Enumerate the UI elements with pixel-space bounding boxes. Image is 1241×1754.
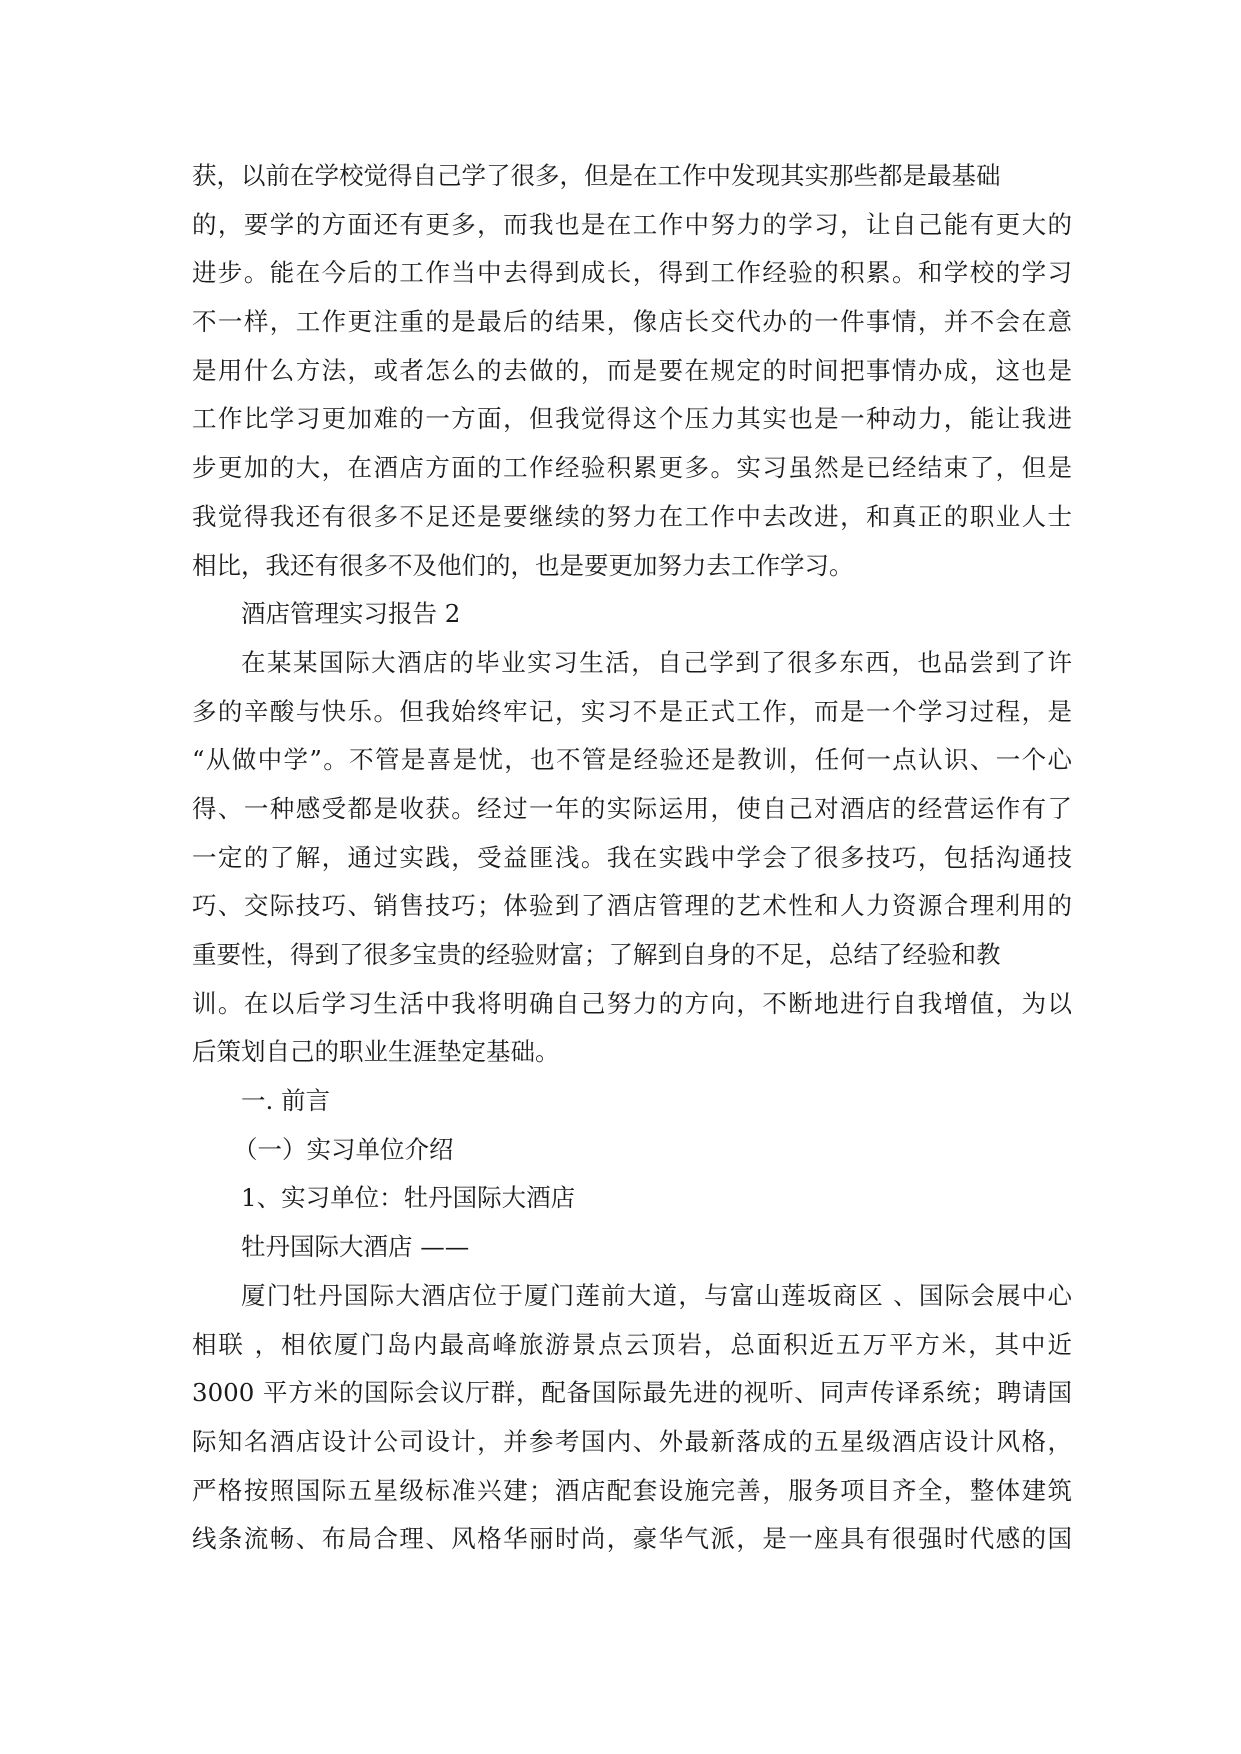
text-line: 训。在以后学习生活中我将明确自己努力的方向，不断地进行自我增值，为以 [192,988,1072,1018]
text-line: 相联 ，相依厦门岛内最高峰旅游景点云顶岩，总面积近五万平方米，其中近 [192,1329,1072,1359]
text-line: 线条流畅、布局合理、风格华丽时尚，豪华气派，是一座具有很强时代感的国 [192,1524,1072,1554]
text-line: 一定的了解，通过实践，受益匪浅。我在实践中学会了很多技巧，包括沟通技 [192,842,1072,872]
text-line: （一）实习单位介绍 [233,1134,454,1164]
text-line: 步更加的大，在酒店方面的工作经验积累更多。实习虽然是已经结束了，但是 [192,453,1072,483]
text-line: 获，以前在学校觉得自己学了很多，但是在工作中发现其实那些都是最基础 [192,161,1001,190]
text-line: 相比，我还有很多不及他们的，也是要更加努力去工作学习。 [192,550,854,580]
text-line: 厦门牡丹国际大酒店位于厦门莲前大道，与富山莲坂商区 、国际会展中心 [241,1280,1072,1310]
text-line: 后策划自己的职业生涯垫定基础。 [192,1037,560,1067]
text-line: 工作比学习更加难的一方面，但我觉得这个压力其实也是一种动力，能让我进 [192,404,1072,434]
text-line: 在某某国际大酒店的毕业实习生活，自己学到了很多东西，也品尝到了许 [241,647,1072,677]
text-line: 进步。能在今后的工作当中去得到成长，得到工作经验的积累。和学校的学习 [192,258,1072,288]
text-line: 一. 前言 [241,1086,331,1116]
document-body [192,158,1072,1570]
text-line: 3000 平方米的国际会议厅群，配备国际最先进的视听、同声传译系统；聘请国 [192,1378,1072,1408]
text-line: 是用什么方法，或者怎么的去做的，而是要在规定的时间把事情办成，这也是 [192,355,1072,385]
text-line: 不一样，工作更注重的是最后的结果，像店长交代办的一件事情，并不会在意 [192,307,1072,337]
text-line: 的，要学的方面还有更多，而我也是在工作中努力的学习，让自己能有更大的 [192,209,1072,239]
text-line: 1、实习单位：牡丹国际大酒店 [241,1183,576,1213]
text-line: 重要性，得到了很多宝贵的经验财富；了解到自身的不足，总结了经验和教 [192,940,1001,969]
text-line: “从做中学”。不管是喜是忧，也不管是经验还是教训，任何一点认识、一个心 [192,745,1072,775]
text-line: 酒店管理实习报告 2 [241,599,461,629]
text-line: 巧、交际技巧、销售技巧；体验到了酒店管理的艺术性和人力资源合理利用的 [192,891,1072,921]
text-line: 严格按照国际五星级标准兴建；酒店配套设施完善，服务项目齐全，整体建筑 [192,1475,1072,1505]
text-line: 得、一种感受都是收获。经过一年的实际运用，使自己对酒店的经营运作有了 [192,793,1072,823]
text-line: 多的辛酸与快乐。但我始终牢记，实习不是正式工作，而是一个学习过程，是 [192,696,1072,726]
text-line: 际知名酒店设计公司设计，并参考国内、外最新落成的五星级酒店设计风格， [192,1426,1072,1456]
text-line: 牡丹国际大酒店 —— [241,1232,470,1262]
text-line: 我觉得我还有很多不足还是要继续的努力在工作中去改进，和真正的职业人士 [192,501,1072,531]
